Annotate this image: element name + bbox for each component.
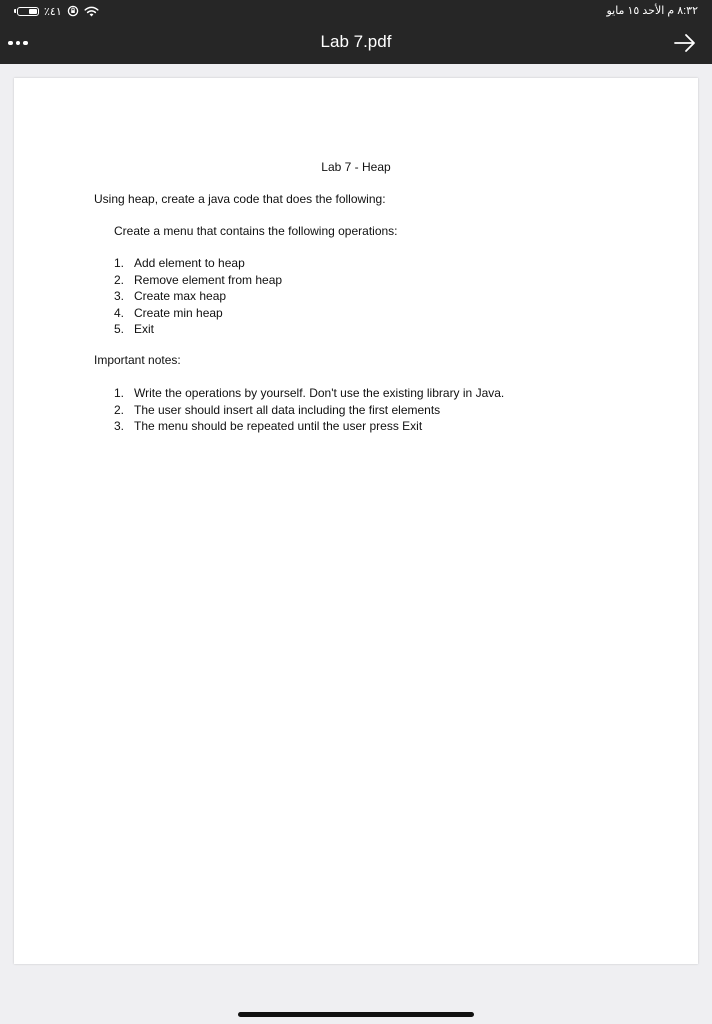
list-text: Write the operations by yourself. Don't use the existing library in Java. — [134, 386, 505, 400]
list-item — [114, 418, 504, 435]
wifi-icon — [84, 6, 99, 17]
home-indicator[interactable] — [238, 1012, 474, 1017]
list-number: 1. — [114, 386, 125, 400]
list-item — [114, 321, 282, 338]
top-bar — [0, 0, 712, 64]
list-text: Exit — [134, 322, 155, 336]
battery-fill — [29, 9, 37, 14]
status-bar-left — [14, 4, 99, 18]
document-title: Lab 7.pdf — [320, 32, 392, 51]
status-datetime: ٨:٣٢ م الأحد ١٥ مايو — [606, 5, 698, 17]
list-item — [114, 288, 282, 305]
pdf-page[interactable] — [14, 78, 698, 964]
document-heading: Lab 7 - Heap — [321, 160, 391, 174]
battery-percent: ٪٤١ — [44, 5, 62, 18]
list-number: 2. — [114, 272, 125, 287]
list-number: 2. — [114, 402, 125, 417]
list-item — [114, 305, 282, 322]
notes-heading: Important notes: — [94, 353, 181, 367]
orientation-lock-icon — [67, 5, 79, 17]
document-intro: Using heap, create a java code that does the following: — [94, 192, 386, 206]
list-text: Create min heap — [134, 305, 223, 320]
forward-arrow-icon — [672, 30, 698, 56]
list-number: 5. — [114, 322, 125, 336]
menu-operations-list — [114, 255, 282, 338]
list-number: 3. — [114, 289, 125, 303]
list-number: 3. — [114, 419, 125, 433]
list-text: Remove element from heap — [134, 272, 283, 287]
list-text: The user should insert all data including the first elements — [134, 402, 441, 417]
list-item — [114, 402, 504, 419]
list-text: Create max heap — [134, 289, 227, 303]
list-text: The menu should be repeated until the user press Exit — [134, 419, 423, 433]
battery-tip — [14, 9, 16, 13]
list-number: 1. — [114, 256, 125, 270]
list-item — [114, 255, 282, 272]
list-text: Add element to heap — [134, 256, 245, 270]
list-number: 4. — [114, 305, 125, 320]
forward-button[interactable] — [672, 30, 698, 56]
notes-list — [114, 385, 504, 435]
battery-icon — [17, 7, 39, 16]
list-item — [114, 385, 504, 402]
menu-intro: Create a menu that contains the following operations: — [114, 224, 398, 238]
list-item — [114, 272, 282, 289]
